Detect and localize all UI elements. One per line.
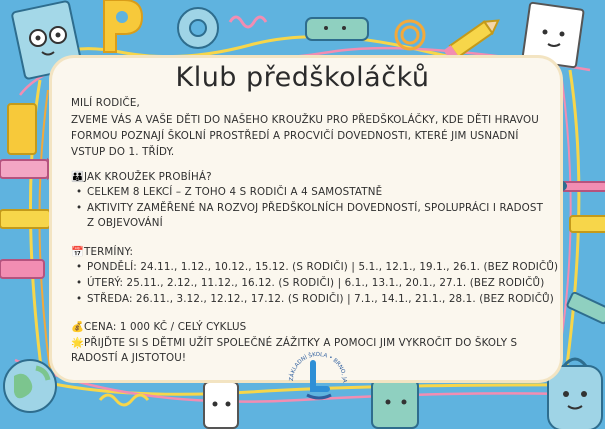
crayon-icon [560, 210, 605, 360]
flyer-title: Klub předškoláčků [175, 62, 430, 93]
school-logo-text: ZÁKLADNÍ ŠKOLA • BRNO, JA [288, 351, 348, 383]
how-heading-label: JAK KROUŽEK PROBÍHÁ? [84, 171, 212, 183]
family-icon: 👪 [71, 171, 84, 183]
terms-heading-label: TERMÍNY: [84, 246, 134, 258]
tape-icon [170, 4, 230, 54]
list-item: • CELKEM 8 LEKCÍ – Z TOHO 4 S RODIČI A 4 SAMOSTATNĚ [87, 186, 382, 198]
closing-label: PŘIJĎTE SI S DĚTMI UŽÍT SPOLEČNÉ ZÁŽITKY A POMOCI JIM VYKROČIT DO ŠKOLY S [84, 337, 518, 349]
list-item: • STŘEDA: 26.11., 3.12., 12.12., 17.12. (S RODIČI) | 7.1., 14.1., 21.1., 28.1. (BEZ RODIČŮ) [87, 293, 554, 305]
closing-line: RADOSTÍ A JISTOTOU! [71, 352, 187, 364]
crayon-icon [0, 150, 60, 290]
list-item: • PONDĚLÍ: 24.11., 1.12., 10.12., 15.12. (S RODIČI) | 5.1., 12.1., 19.1., 26.1. (BEZ RODIČŮ) [87, 261, 558, 273]
price-label: CENA: 1 000 KČ / CELÝ CYKLUS [84, 321, 247, 333]
list-item: • AKTIVITY ZAMĚŘENÉ NA ROZVOJ PŘEDŠKOLNÍCH DOVEDNOSTÍ, SPOLUPRÁCI I RADOST [87, 202, 543, 214]
greeting-text: MILÍ RODIČE, [71, 97, 140, 109]
star-icon: 🌟 [71, 337, 84, 349]
letter-p-icon [92, 0, 152, 60]
intro-line: ZVEME VÁS A VAŠE DĚTI DO NAŠEHO KROUŽKU PRO PŘEDŠKOLÁČKY, KDE DĚTI HRAVOU [71, 114, 539, 126]
list-item-continuation: Z OBJEVOVÁNÍ [87, 217, 163, 229]
how-heading [71, 170, 212, 183]
list-item: • ÚTERÝ: 25.11., 2.12., 11.12., 16.12. (S RODIČI) | 6.1., 13.1., 20.1., 27.1. (BEZ RODIČŮ) [87, 277, 544, 289]
ribbon-icon [300, 8, 380, 48]
intro-line: VSTUP DO 1. TŘÍDY. [71, 146, 175, 158]
price-line [71, 320, 246, 333]
ruler-icon [4, 100, 44, 160]
calendar-icon: 📅 [71, 246, 84, 258]
money-bag-icon: 💰 [71, 321, 84, 333]
school-logo [283, 345, 353, 405]
terms-heading [71, 245, 133, 258]
intro-line: FORMOU POZNAJÍ ŠKOLNÍ PROSTŘEDÍ A PROCVIČÍ DOVEDNOSTI, KTERÉ JIM USNADNÍ [71, 130, 519, 142]
